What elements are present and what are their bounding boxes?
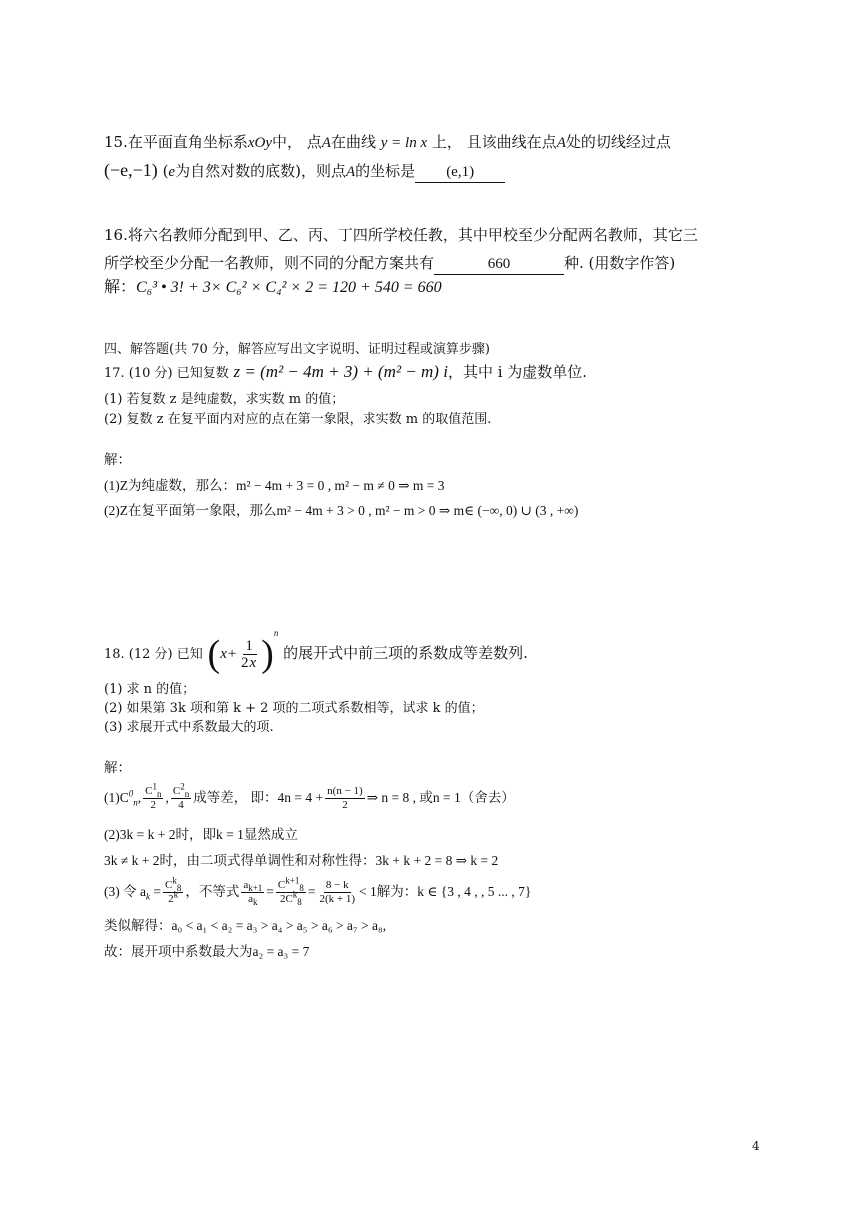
q17-solution-1: (1)Z为纯虚数，那么：m² − 4m + 3 = 0 , m² − m ≠ 0 ⇒ m = 3 [104,478,445,493]
q15-answer-blank: (e,1) [415,161,505,183]
q18-solution-3: 3k ≠ k + 2时，由二项式得单调性和对称性得：3k + k + 2 = 8 ⇒ k = 2 [104,853,499,868]
q18-part3: (3) 求展开式中系数最大的项. [104,720,274,735]
q16-line2: 所学校至少分配一名教师，则不同的分配方案共有 660 种. (用数字作答) [104,253,675,275]
q18-solution-1: $(1)C^0_n$, $\frac{C^1_n}{2}$ , $\frac{C^2_n}{4}$ 成等差， 即：4n = 4 + $\frac{n(n - 1)}{2}$ ⇒ n = 8 , 或n = 1（舍去） [104,781,515,812]
q18-solution-6: 故：展开项中系数最大为a₂ = a₃ = 7 [104,944,310,959]
q16-line1: 16.将六名教师分配到甲、乙、丙、丁四所学校任教，其中甲校至少分配两名教师，其它三 [104,226,698,244]
q17-stem: 17. (10 分) 已知复数 z = (m² − 4m + 3) + (m² − m) i，其中 i 为虚数单位. [104,362,588,381]
q15-line2: (−e,−1) (e为自然对数的底数)，则点A的坐标是 (e,1) [104,160,505,183]
q18-solution-2: (2)3k = k + 2时，即k = 1显然成立 [104,827,298,842]
q16-answer-blank: 660 [434,253,564,275]
q16-solution: 解：C₆³ • 3! + 3× C₆² × C₄² × 2 = 120 + 540 = 660 [104,279,442,296]
q18-solution-5: 类似解得：a₀ < a₁ < a₂ = a₃ > a₄ > a₅ > a₆ > a₇ > a₈, [104,918,387,933]
q18-part1: (1) 求 n 的值； [104,682,196,697]
section-heading: 四、解答题(共 70 分，解答应写出文字说明、证明过程或演算步骤) [104,342,490,357]
q15-line1: 15.在平面直角坐标系xOy中， 点A在曲线 y = ln x 上， 且该曲线在点A处的切线经过点 [104,133,671,151]
page-number: 4 [752,1139,760,1153]
q17-part2: (2) 复数 z 在复平面内对应的点在第一象限，求实数 m 的取值范围. [104,412,492,427]
q18-solution-label: 解： [104,760,131,776]
q18-part2: (2) 如果第 3k 项和第 k + 2 项的二项式系数相等，试求 k 的值； [104,701,484,716]
q17-part1: (1) 若复数 z 是纯虚数，求实数 m 的值； [104,392,345,407]
q18-stem: 18. (12 分) 已知 (x+ $\frac{1}{2x}$ )$^n$ 的展开式中前三项的系数成等差数列. [104,628,528,675]
q18-binomial-fraction: $\frac{1}{2x}$ [240,637,257,671]
q18-solution-4: (3) 令 $a_k$ = $\frac{C^k_8}{2^k}$ ，不等式 $\frac{a_{k+1}}{a_k}$ = $\frac{C^{k+1}_8}{2C^k_8}$ = $\frac{8 - k}{2(k + 1)}$ < 1解为：k ∈ {3 , 4 , , 5 ... , 7} [104,875,532,908]
q17-solution-2: (2)Z在复平面第一象限，那么m² − 4m + 3 > 0 , m² − m > 0 ⇒ m∈ (−∞, 0) ∪ (3 , +∞) [104,503,579,518]
q17-solution-label: 解： [104,452,131,468]
